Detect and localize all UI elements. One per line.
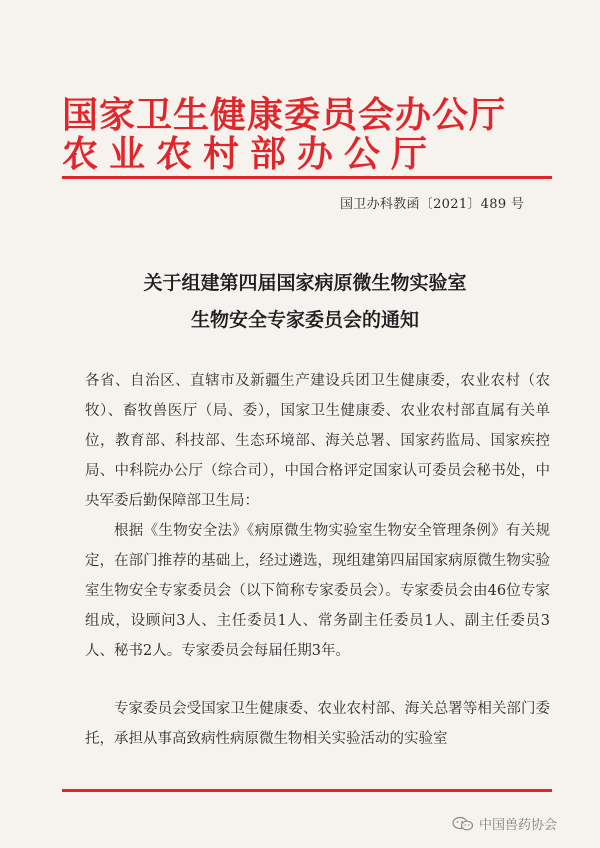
issuer-line-2: 农业农村部办公厅: [62, 134, 439, 175]
body-paragraph-1: 根据《生物安全法》《病原微生物实验室生物安全管理条例》有关规定，在部门推荐的基础上，经过遴选，现组建第四届国家病原微生物实验室生物安全专家委员会（以下简称专家委员会）。专家委员会由46位专家组成，设顾问3人、主任委员1人、常务副主任委员1人、副主任委员3人、秘书2人。专家委员会每届任期3年。: [85, 523, 550, 659]
wechat-icon: [452, 816, 474, 832]
header-red-rule: [62, 176, 552, 179]
issuer-line-1: 国家卫生健康委员会办公厅: [62, 95, 507, 136]
title-line-1: 关于组建第四届国家病原微生物实验室: [143, 272, 467, 294]
watermark-text: 中国兽药协会: [479, 818, 558, 833]
body-paragraph-2: 专家委员会受国家卫生健康委、农业农村部、海关总署等相关部门委托，承担从事高致病性病原微生物相关实验活动的实验室: [85, 701, 550, 747]
footer-red-rule: [62, 789, 552, 792]
addressees-paragraph: 各省、自治区、直辖市及新疆生产建设兵团卫生健康委，农业农村（农牧）、畜牧兽医厅（局、委），国家卫生健康委、农业农村部直属有关单位，教育部、科技部、生态环境部、海关总署、国家药监局、国家疾控局、中科院办公厅（综合司），中国合格评定国家认可委员会秘书处，中央军委后勤保障部卫生局：: [85, 373, 550, 509]
wechat-watermark: [452, 814, 557, 833]
document-number: 国卫办科教函〔2021〕489 号: [340, 197, 525, 212]
title-line-2: 生物安全专家委员会的通知: [190, 309, 419, 331]
